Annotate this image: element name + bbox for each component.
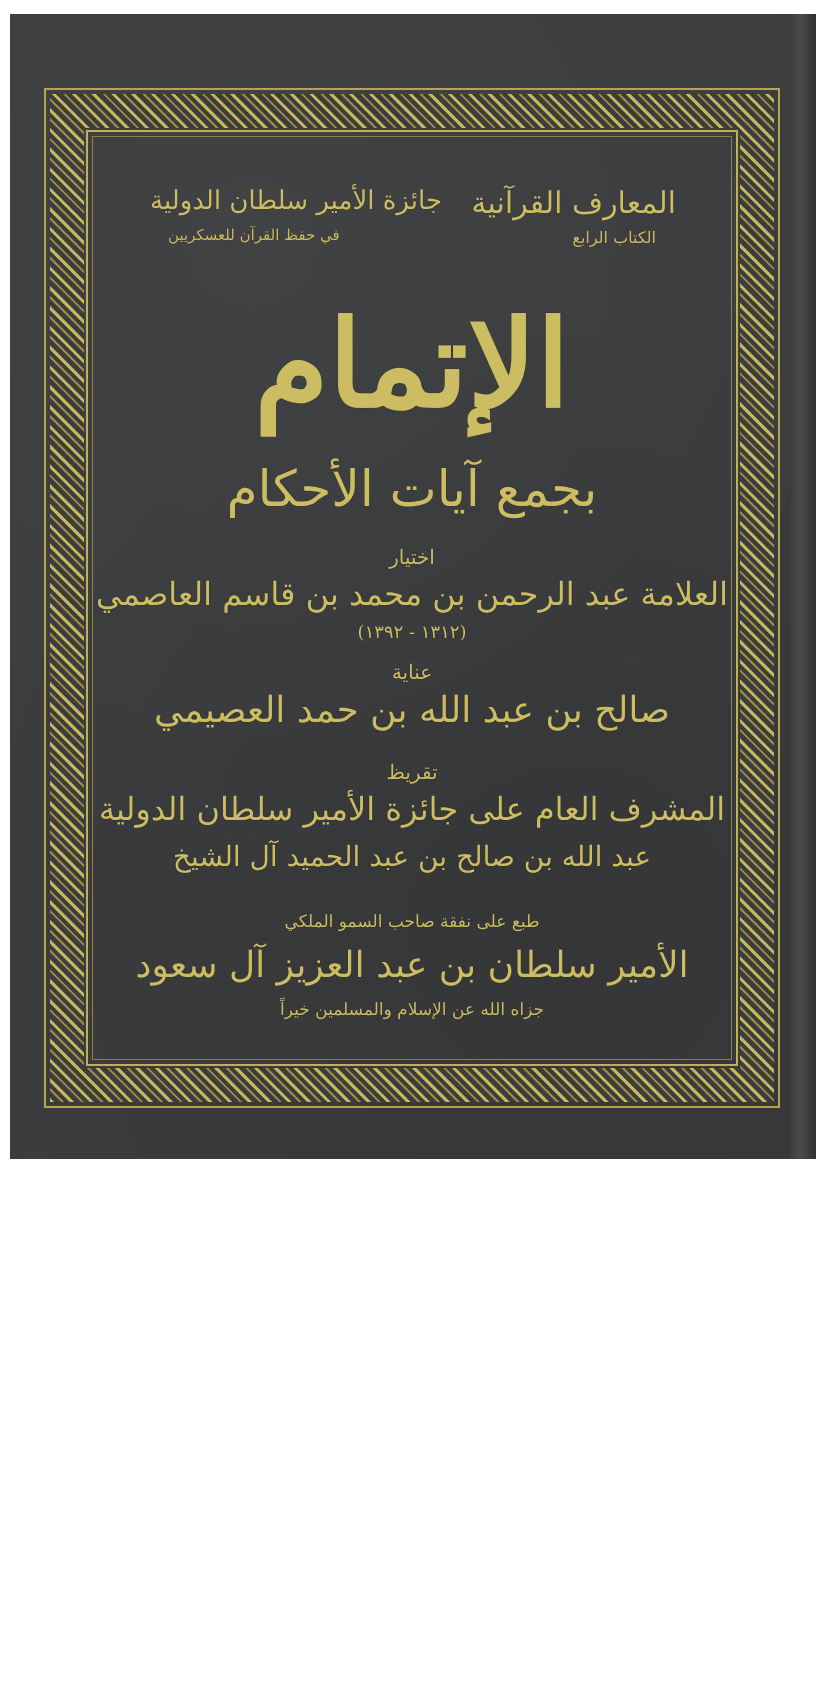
author-name: العلامة عبد الرحمن بن محمد بن قاسم العاصمي bbox=[95, 575, 728, 613]
blessing-line: جزاه الله عن الإسلام والمسلمين خيراً bbox=[280, 1000, 544, 1020]
selection-label: اختيار bbox=[389, 545, 435, 569]
foreword-title: المشرف العام على جائزة الأمير سلطان الدولية bbox=[98, 790, 726, 828]
prize-name: جائزة الأمير سلطان الدولية bbox=[150, 186, 442, 216]
author-dates: (١٣١٢ - ١٣٩٢) bbox=[357, 622, 467, 643]
foreword-name: عبد الله بن صالح بن عبد الحميد آل الشيخ bbox=[172, 840, 652, 873]
series-name: المعارف القرآنية bbox=[471, 186, 676, 221]
book-title: الإتمام bbox=[254, 294, 570, 435]
edited-label: عناية bbox=[391, 660, 433, 684]
book-subtitle: بجمع آيات الأحكام bbox=[226, 460, 598, 518]
series-part: الكتاب الرابع bbox=[572, 228, 656, 247]
editor-name: صالح بن عبد الله بن حمد العصيمي bbox=[154, 690, 670, 731]
cover-edge bbox=[790, 14, 816, 1159]
printed-label: طبع على نفقة صاحب السمو الملكي bbox=[284, 912, 540, 932]
patron-name: الأمير سلطان بن عبد العزيز آل سعود bbox=[135, 945, 689, 986]
prize-subtitle: في حفظ القرآن للعسكريين bbox=[168, 226, 340, 244]
foreword-label: تقريظ bbox=[386, 760, 438, 784]
